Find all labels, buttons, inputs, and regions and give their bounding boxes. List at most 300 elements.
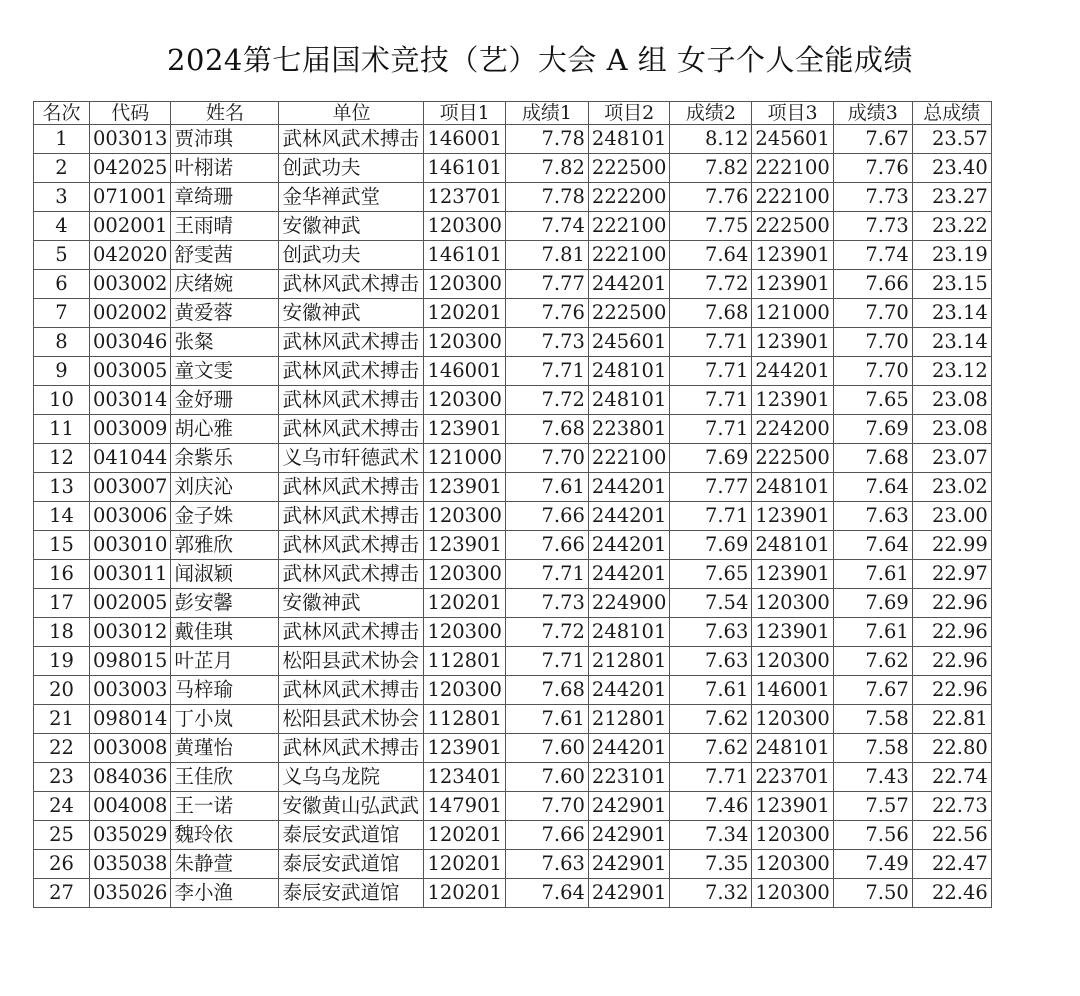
item2-cell: 223101 — [588, 763, 669, 792]
table-row — [34, 125, 992, 154]
header-score1: 成绩1 — [505, 102, 588, 125]
item2-cell: 248101 — [588, 125, 669, 154]
total-cell: 22.81 — [912, 705, 991, 734]
score3-cell: 7.63 — [833, 502, 912, 531]
score2-cell: 7.72 — [670, 270, 752, 299]
score2-cell: 7.63 — [670, 618, 752, 647]
unit-cell: 武林风武术搏击 — [279, 125, 424, 154]
code-cell: 003005 — [90, 357, 171, 386]
unit-cell: 创武功夫 — [279, 241, 424, 270]
code-cell: 003014 — [90, 386, 171, 415]
score1-cell: 7.81 — [505, 241, 588, 270]
total-cell: 23.12 — [912, 357, 991, 386]
item2-cell: 244201 — [588, 676, 669, 705]
rank-cell: 25 — [34, 821, 90, 850]
score1-cell: 7.70 — [505, 792, 588, 821]
item1-cell: 123401 — [424, 763, 505, 792]
item1-cell: 120201 — [424, 589, 505, 618]
item3-cell: 123901 — [752, 792, 833, 821]
rank-cell: 1 — [34, 125, 90, 154]
rank-cell: 15 — [34, 531, 90, 560]
score1-cell: 7.74 — [505, 212, 588, 241]
score2-cell: 7.76 — [670, 183, 752, 212]
unit-cell: 武林风武术搏击 — [279, 473, 424, 502]
item3-cell: 248101 — [752, 531, 833, 560]
code-cell: 084036 — [90, 763, 171, 792]
score2-cell: 7.32 — [670, 879, 752, 908]
score1-cell: 7.68 — [505, 415, 588, 444]
score2-cell: 7.62 — [670, 734, 752, 763]
score1-cell: 7.66 — [505, 502, 588, 531]
name-cell: 郭雅欣 — [171, 531, 279, 560]
rank-cell: 21 — [34, 705, 90, 734]
name-cell: 叶栩诺 — [171, 154, 279, 183]
score1-cell: 7.77 — [505, 270, 588, 299]
code-cell: 003008 — [90, 734, 171, 763]
item3-cell: 120300 — [752, 589, 833, 618]
score2-cell: 7.54 — [670, 589, 752, 618]
score3-cell: 7.69 — [833, 415, 912, 444]
code-cell: 003046 — [90, 328, 171, 357]
score2-cell: 7.69 — [670, 531, 752, 560]
header-score2: 成绩2 — [670, 102, 752, 125]
name-cell: 童文雯 — [171, 357, 279, 386]
item1-cell: 120201 — [424, 299, 505, 328]
name-cell: 金妤珊 — [171, 386, 279, 415]
header-item3: 项目3 — [752, 102, 833, 125]
item3-cell: 120300 — [752, 647, 833, 676]
name-cell: 叶芷月 — [171, 647, 279, 676]
score1-cell: 7.66 — [505, 531, 588, 560]
table-row — [34, 763, 992, 792]
code-cell: 003006 — [90, 502, 171, 531]
score3-cell: 7.70 — [833, 357, 912, 386]
score2-cell: 7.34 — [670, 821, 752, 850]
code-cell: 003011 — [90, 560, 171, 589]
rank-cell: 27 — [34, 879, 90, 908]
unit-cell: 武林风武术搏击 — [279, 415, 424, 444]
score1-cell: 7.78 — [505, 183, 588, 212]
table-row — [34, 212, 992, 241]
score3-cell: 7.49 — [833, 850, 912, 879]
item1-cell: 123901 — [424, 473, 505, 502]
item3-cell: 120300 — [752, 705, 833, 734]
score3-cell: 7.56 — [833, 821, 912, 850]
unit-cell: 松阳县武术协会 — [279, 647, 424, 676]
name-cell: 刘庆沁 — [171, 473, 279, 502]
rank-cell: 4 — [34, 212, 90, 241]
table-row — [34, 589, 992, 618]
header-row — [34, 102, 992, 125]
item3-cell: 123901 — [752, 328, 833, 357]
score2-cell: 7.65 — [670, 560, 752, 589]
unit-cell: 泰辰安武道馆 — [279, 850, 424, 879]
score3-cell: 7.61 — [833, 618, 912, 647]
item3-cell: 123901 — [752, 386, 833, 415]
score3-cell: 7.73 — [833, 212, 912, 241]
score1-cell: 7.64 — [505, 879, 588, 908]
item2-cell: 242901 — [588, 850, 669, 879]
item3-cell: 244201 — [752, 357, 833, 386]
unit-cell: 安徽神武 — [279, 212, 424, 241]
total-cell: 23.15 — [912, 270, 991, 299]
code-cell: 003002 — [90, 270, 171, 299]
rank-cell: 14 — [34, 502, 90, 531]
item3-cell: 222500 — [752, 444, 833, 473]
score3-cell: 7.43 — [833, 763, 912, 792]
item2-cell: 222500 — [588, 154, 669, 183]
item1-cell: 123901 — [424, 734, 505, 763]
score2-cell: 7.71 — [670, 357, 752, 386]
score3-cell: 7.67 — [833, 676, 912, 705]
code-cell: 071001 — [90, 183, 171, 212]
score2-cell: 7.63 — [670, 647, 752, 676]
total-cell: 22.80 — [912, 734, 991, 763]
total-cell: 23.14 — [912, 328, 991, 357]
score3-cell: 7.70 — [833, 328, 912, 357]
score1-cell: 7.73 — [505, 328, 588, 357]
code-cell: 035026 — [90, 879, 171, 908]
unit-cell: 武林风武术搏击 — [279, 560, 424, 589]
item2-cell: 222500 — [588, 299, 669, 328]
code-cell: 041044 — [90, 444, 171, 473]
item1-cell: 146101 — [424, 154, 505, 183]
total-cell: 22.96 — [912, 676, 991, 705]
item2-cell: 222100 — [588, 241, 669, 270]
rank-cell: 9 — [34, 357, 90, 386]
name-cell: 金子姝 — [171, 502, 279, 531]
name-cell: 闻淑颖 — [171, 560, 279, 589]
item1-cell: 120300 — [424, 328, 505, 357]
code-cell: 098014 — [90, 705, 171, 734]
unit-cell: 泰辰安武道馆 — [279, 821, 424, 850]
unit-cell: 武林风武术搏击 — [279, 531, 424, 560]
total-cell: 23.00 — [912, 502, 991, 531]
unit-cell: 金华禅武堂 — [279, 183, 424, 212]
rank-cell: 7 — [34, 299, 90, 328]
item2-cell: 244201 — [588, 531, 669, 560]
total-cell: 23.40 — [912, 154, 991, 183]
unit-cell: 创武功夫 — [279, 154, 424, 183]
name-cell: 黄瑾怡 — [171, 734, 279, 763]
score2-cell: 7.35 — [670, 850, 752, 879]
unit-cell: 武林风武术搏击 — [279, 328, 424, 357]
score3-cell: 7.66 — [833, 270, 912, 299]
score3-cell: 7.58 — [833, 705, 912, 734]
score2-cell: 7.71 — [670, 386, 752, 415]
item3-cell: 120300 — [752, 821, 833, 850]
total-cell: 23.08 — [912, 415, 991, 444]
name-cell: 丁小岚 — [171, 705, 279, 734]
item2-cell: 248101 — [588, 357, 669, 386]
score2-cell: 7.71 — [670, 763, 752, 792]
item2-cell: 245601 — [588, 328, 669, 357]
item1-cell: 120300 — [424, 270, 505, 299]
score1-cell: 7.63 — [505, 850, 588, 879]
name-cell: 王一诺 — [171, 792, 279, 821]
score1-cell: 7.71 — [505, 560, 588, 589]
score1-cell: 7.61 — [505, 473, 588, 502]
total-cell: 22.99 — [912, 531, 991, 560]
page-title: 2024第七届国术竞技（艺）大会 A 组 女子个人全能成绩 — [167, 43, 913, 77]
table-row — [34, 154, 992, 183]
item1-cell: 146001 — [424, 125, 505, 154]
rank-cell: 16 — [34, 560, 90, 589]
rank-cell: 26 — [34, 850, 90, 879]
unit-cell: 武林风武术搏击 — [279, 734, 424, 763]
score1-cell: 7.61 — [505, 705, 588, 734]
unit-cell: 武林风武术搏击 — [279, 357, 424, 386]
item1-cell: 120201 — [424, 879, 505, 908]
code-cell: 042025 — [90, 154, 171, 183]
score3-cell: 7.64 — [833, 531, 912, 560]
rank-cell: 23 — [34, 763, 90, 792]
item2-cell: 242901 — [588, 879, 669, 908]
rank-cell: 3 — [34, 183, 90, 212]
item3-cell: 245601 — [752, 125, 833, 154]
table-row — [34, 879, 992, 908]
rank-cell: 12 — [34, 444, 90, 473]
rank-cell: 18 — [34, 618, 90, 647]
item1-cell: 120300 — [424, 386, 505, 415]
item2-cell: 212801 — [588, 647, 669, 676]
table-row — [34, 270, 992, 299]
header-unit: 单位 — [279, 102, 424, 125]
score2-cell: 7.61 — [670, 676, 752, 705]
unit-cell: 安徽神武 — [279, 299, 424, 328]
rank-cell: 2 — [34, 154, 90, 183]
item3-cell: 123901 — [752, 241, 833, 270]
table-row — [34, 850, 992, 879]
item2-cell: 244201 — [588, 270, 669, 299]
code-cell: 002005 — [90, 589, 171, 618]
item2-cell: 222100 — [588, 444, 669, 473]
item3-cell: 223701 — [752, 763, 833, 792]
unit-cell: 武林风武术搏击 — [279, 618, 424, 647]
code-cell: 042020 — [90, 241, 171, 270]
item2-cell: 248101 — [588, 386, 669, 415]
score2-cell: 7.68 — [670, 299, 752, 328]
code-cell: 003003 — [90, 676, 171, 705]
item3-cell: 222100 — [752, 183, 833, 212]
item1-cell: 147901 — [424, 792, 505, 821]
name-cell: 庆绪婉 — [171, 270, 279, 299]
table-row — [34, 821, 992, 850]
item3-cell: 222500 — [752, 212, 833, 241]
item3-cell: 248101 — [752, 734, 833, 763]
code-cell: 003009 — [90, 415, 171, 444]
rank-cell: 24 — [34, 792, 90, 821]
item3-cell: 222100 — [752, 154, 833, 183]
item2-cell: 222100 — [588, 212, 669, 241]
rank-cell: 17 — [34, 589, 90, 618]
header-name: 姓名 — [171, 102, 279, 125]
name-cell: 张粲 — [171, 328, 279, 357]
table-row — [34, 531, 992, 560]
item2-cell: 223801 — [588, 415, 669, 444]
total-cell: 22.96 — [912, 589, 991, 618]
item2-cell: 242901 — [588, 821, 669, 850]
name-cell: 余紫乐 — [171, 444, 279, 473]
item3-cell: 120300 — [752, 879, 833, 908]
item3-cell: 120300 — [752, 850, 833, 879]
code-cell: 035038 — [90, 850, 171, 879]
item3-cell: 123901 — [752, 270, 833, 299]
score2-cell: 7.62 — [670, 705, 752, 734]
item3-cell: 146001 — [752, 676, 833, 705]
table-row — [34, 705, 992, 734]
score2-cell: 7.75 — [670, 212, 752, 241]
rank-cell: 10 — [34, 386, 90, 415]
name-cell: 贾沛琪 — [171, 125, 279, 154]
score3-cell: 7.50 — [833, 879, 912, 908]
rank-cell: 20 — [34, 676, 90, 705]
score3-cell: 7.65 — [833, 386, 912, 415]
item2-cell: 244201 — [588, 560, 669, 589]
score1-cell: 7.76 — [505, 299, 588, 328]
name-cell: 舒雯茜 — [171, 241, 279, 270]
table-row — [34, 357, 992, 386]
score3-cell: 7.62 — [833, 647, 912, 676]
header-item1: 项目1 — [424, 102, 505, 125]
code-cell: 035029 — [90, 821, 171, 850]
code-cell: 003007 — [90, 473, 171, 502]
item1-cell: 112801 — [424, 705, 505, 734]
item1-cell: 120300 — [424, 676, 505, 705]
score1-cell: 7.73 — [505, 589, 588, 618]
item1-cell: 120300 — [424, 502, 505, 531]
table-row — [34, 473, 992, 502]
score3-cell: 7.70 — [833, 299, 912, 328]
total-cell: 23.27 — [912, 183, 991, 212]
name-cell: 彭安馨 — [171, 589, 279, 618]
total-cell: 23.02 — [912, 473, 991, 502]
header-code: 代码 — [90, 102, 171, 125]
total-cell: 23.22 — [912, 212, 991, 241]
score3-cell: 7.73 — [833, 183, 912, 212]
item2-cell: 224900 — [588, 589, 669, 618]
score1-cell: 7.71 — [505, 647, 588, 676]
score3-cell: 7.69 — [833, 589, 912, 618]
item1-cell: 120201 — [424, 821, 505, 850]
header-rank: 名次 — [34, 102, 90, 125]
score2-cell: 7.46 — [670, 792, 752, 821]
score1-cell: 7.78 — [505, 125, 588, 154]
item1-cell: 123701 — [424, 183, 505, 212]
item2-cell: 244201 — [588, 734, 669, 763]
code-cell: 004008 — [90, 792, 171, 821]
table-row — [34, 734, 992, 763]
item2-cell: 244201 — [588, 473, 669, 502]
item3-cell: 121000 — [752, 299, 833, 328]
table-row — [34, 241, 992, 270]
score1-cell: 7.66 — [505, 821, 588, 850]
score2-cell: 7.69 — [670, 444, 752, 473]
item1-cell: 120201 — [424, 850, 505, 879]
score1-cell: 7.71 — [505, 357, 588, 386]
name-cell: 胡心雅 — [171, 415, 279, 444]
table-row — [34, 502, 992, 531]
total-cell: 22.46 — [912, 879, 991, 908]
unit-cell: 武林风武术搏击 — [279, 676, 424, 705]
item1-cell: 123901 — [424, 531, 505, 560]
unit-cell: 义乌乌龙院 — [279, 763, 424, 792]
item1-cell: 112801 — [424, 647, 505, 676]
score1-cell: 7.82 — [505, 154, 588, 183]
total-cell: 22.56 — [912, 821, 991, 850]
score1-cell: 7.60 — [505, 734, 588, 763]
unit-cell: 安徽神武 — [279, 589, 424, 618]
table-row — [34, 560, 992, 589]
item1-cell: 120300 — [424, 212, 505, 241]
total-cell: 23.19 — [912, 241, 991, 270]
rank-cell: 22 — [34, 734, 90, 763]
code-cell: 003013 — [90, 125, 171, 154]
item1-cell: 123901 — [424, 415, 505, 444]
unit-cell: 安徽黄山弘武武 — [279, 792, 424, 821]
name-cell: 马梓瑜 — [171, 676, 279, 705]
item2-cell: 222200 — [588, 183, 669, 212]
item1-cell: 121000 — [424, 444, 505, 473]
total-cell: 23.14 — [912, 299, 991, 328]
header-score3: 成绩3 — [833, 102, 912, 125]
item1-cell: 120300 — [424, 618, 505, 647]
total-cell: 22.47 — [912, 850, 991, 879]
item3-cell: 123901 — [752, 502, 833, 531]
score1-cell: 7.70 — [505, 444, 588, 473]
score3-cell: 7.57 — [833, 792, 912, 821]
score3-cell: 7.61 — [833, 560, 912, 589]
unit-cell: 武林风武术搏击 — [279, 502, 424, 531]
score3-cell: 7.74 — [833, 241, 912, 270]
item1-cell: 146101 — [424, 241, 505, 270]
name-cell: 朱静萱 — [171, 850, 279, 879]
score2-cell: 7.64 — [670, 241, 752, 270]
rank-cell: 11 — [34, 415, 90, 444]
name-cell: 戴佳琪 — [171, 618, 279, 647]
score2-cell: 8.12 — [670, 125, 752, 154]
score1-cell: 7.72 — [505, 618, 588, 647]
total-cell: 22.73 — [912, 792, 991, 821]
score1-cell: 7.68 — [505, 676, 588, 705]
unit-cell: 武林风武术搏击 — [279, 386, 424, 415]
score3-cell: 7.76 — [833, 154, 912, 183]
score1-cell: 7.60 — [505, 763, 588, 792]
total-cell: 23.07 — [912, 444, 991, 473]
item3-cell: 123901 — [752, 618, 833, 647]
score2-cell: 7.71 — [670, 415, 752, 444]
total-cell: 23.08 — [912, 386, 991, 415]
score3-cell: 7.58 — [833, 734, 912, 763]
score3-cell: 7.64 — [833, 473, 912, 502]
name-cell: 黄爱蓉 — [171, 299, 279, 328]
name-cell: 王佳欣 — [171, 763, 279, 792]
item2-cell: 244201 — [588, 502, 669, 531]
unit-cell: 武林风武术搏击 — [279, 270, 424, 299]
item3-cell: 123901 — [752, 560, 833, 589]
score3-cell: 7.68 — [833, 444, 912, 473]
table-row — [34, 415, 992, 444]
rank-cell: 6 — [34, 270, 90, 299]
total-cell: 22.74 — [912, 763, 991, 792]
table-row — [34, 618, 992, 647]
rank-cell: 13 — [34, 473, 90, 502]
total-cell: 22.97 — [912, 560, 991, 589]
table-row — [34, 444, 992, 473]
item2-cell: 212801 — [588, 705, 669, 734]
code-cell: 003012 — [90, 618, 171, 647]
code-cell: 002001 — [90, 212, 171, 241]
